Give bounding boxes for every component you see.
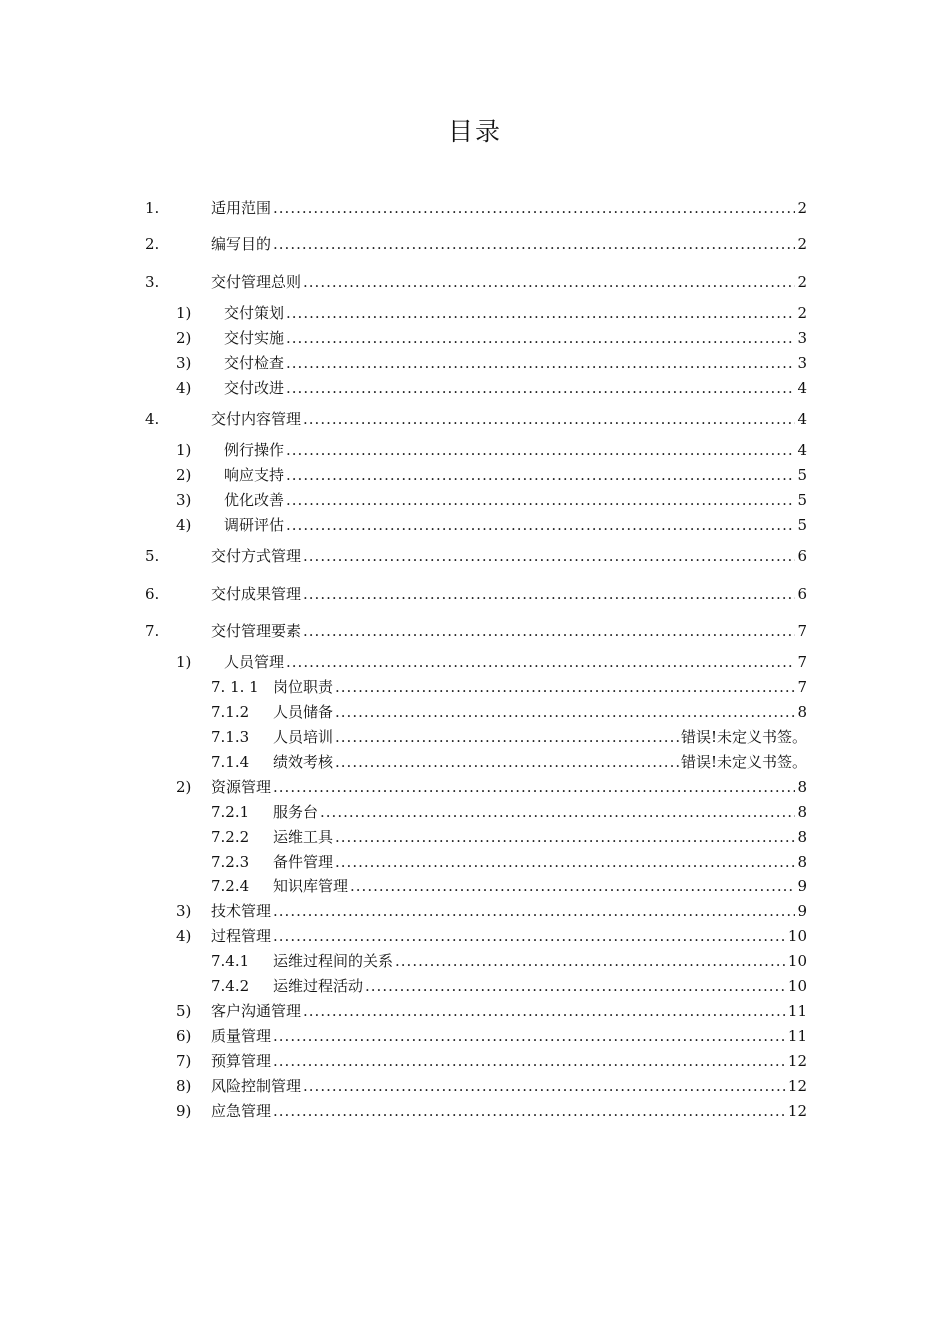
toc-entry-number: 7.1.2: [211, 703, 250, 721]
toc-entry-label: 备件管理: [273, 853, 334, 871]
toc-entry-label: 应急管理: [211, 1102, 272, 1120]
toc-entry-page: 5: [797, 466, 807, 484]
dot-leader: [286, 465, 795, 485]
toc-entry-page: 4: [797, 379, 807, 397]
toc-entry-label: 交付方式管理: [211, 547, 302, 565]
toc-entry-label: 交付管理总则: [211, 273, 302, 291]
toc-entry-label: 绩效考核: [273, 753, 334, 771]
toc-entry-page: 11: [787, 1027, 807, 1045]
toc-entry-page: 错误!未定义书签。: [680, 753, 807, 771]
toc-entry-label: 资源管理: [211, 778, 272, 796]
toc-entry-number: 1): [176, 304, 192, 322]
toc-entry-page: 11: [787, 1002, 807, 1020]
dot-leader: [303, 584, 795, 604]
toc-entry-label: 调研评估: [224, 516, 285, 534]
toc-entry-page: 错误!未定义书签。: [680, 728, 807, 746]
dot-leader: [303, 409, 795, 429]
toc-entry[interactable]: [176, 515, 807, 535]
toc-entry[interactable]: [211, 802, 807, 822]
dot-leader: [273, 234, 795, 254]
toc-entry-number: 3.: [145, 273, 160, 291]
toc-entry[interactable]: [176, 1001, 807, 1021]
toc-entry-page: 10: [787, 927, 807, 945]
toc-entry[interactable]: [176, 440, 807, 460]
toc-entry-page: 3: [797, 329, 807, 347]
dot-leader: [303, 1076, 786, 1096]
toc-entry[interactable]: [211, 852, 807, 872]
toc-entry-number: 6): [176, 1027, 192, 1045]
dot-leader: [350, 876, 795, 896]
toc-entry-page: 2: [797, 235, 807, 253]
dot-leader: [335, 827, 795, 847]
toc-entry-page: 6: [797, 547, 807, 565]
toc-entry-page: 12: [787, 1102, 807, 1120]
toc-entry-label: 人员管理: [224, 653, 285, 671]
toc-entry-label: 人员储备: [273, 703, 334, 721]
toc-entry-label: 优化改善: [224, 491, 285, 509]
toc-entry-label: 交付改进: [224, 379, 285, 397]
toc-entry[interactable]: [211, 752, 807, 772]
toc-entry-label: 预算管理: [211, 1052, 272, 1070]
toc-entry-number: 7.1.4: [211, 753, 250, 771]
dot-leader: [273, 198, 795, 218]
toc-entry-page: 10: [787, 952, 807, 970]
toc-entry[interactable]: [176, 926, 807, 946]
toc-entry-number: 7.4.1: [211, 952, 250, 970]
toc-entry[interactable]: [176, 378, 807, 398]
toc-entry-number: 7.2.2: [211, 828, 250, 846]
toc-entry-label: 服务台: [273, 803, 319, 821]
dot-leader: [335, 702, 795, 722]
dot-leader: [286, 515, 795, 535]
toc-entry-label: 编写目的: [211, 235, 272, 253]
dot-leader: [273, 1051, 786, 1071]
toc-entry-page: 2: [797, 273, 807, 291]
toc-entry-label: 交付检查: [224, 354, 285, 372]
toc-entry-label: 运维过程间的关系: [273, 952, 394, 970]
dot-leader: [286, 490, 795, 510]
dot-leader: [303, 272, 795, 292]
dot-leader: [286, 652, 795, 672]
toc-entry-label: 岗位职责: [273, 678, 334, 696]
toc-entry[interactable]: [176, 303, 807, 323]
toc-entry-page: 4: [797, 410, 807, 428]
dot-leader: [273, 901, 795, 921]
toc-entry-label: 运维过程活动: [273, 977, 364, 995]
toc-entry[interactable]: [176, 328, 807, 348]
dot-leader: [335, 677, 795, 697]
toc-entry-label: 风险控制管理: [211, 1077, 302, 1095]
toc-entry-label: 技术管理: [211, 902, 272, 920]
dot-leader: [273, 926, 786, 946]
toc-entry-page: 12: [787, 1077, 807, 1095]
toc-entry-number: 7. 1. 1: [211, 678, 259, 696]
toc-entry-page: 8: [797, 703, 807, 721]
dot-leader: [335, 852, 795, 872]
toc-entry-page: 9: [797, 902, 807, 920]
toc-entry-page: 7: [797, 622, 807, 640]
dot-leader: [273, 777, 795, 797]
toc-entry[interactable]: [176, 1026, 807, 1046]
toc-entry[interactable]: [211, 702, 807, 722]
dot-leader: [286, 378, 795, 398]
toc-entry[interactable]: [176, 901, 807, 921]
dot-leader: [335, 752, 679, 772]
dot-leader: [286, 353, 795, 373]
toc-entry-number: 7.2.1: [211, 803, 250, 821]
toc-entry-page: 7: [797, 653, 807, 671]
toc-entry[interactable]: [176, 465, 807, 485]
dot-leader: [286, 328, 795, 348]
toc-entry-number: 7.4.2: [211, 977, 250, 995]
toc-entry-label: 交付内容管理: [211, 410, 302, 428]
toc-entry[interactable]: [145, 234, 807, 254]
dot-leader: [286, 440, 795, 460]
toc-entry-label: 交付管理要素: [211, 622, 302, 640]
toc-entry-page: 2: [797, 199, 807, 217]
toc-entry-number: 1): [176, 653, 192, 671]
toc-entry[interactable]: [176, 1051, 807, 1071]
toc-entry-page: 6: [797, 585, 807, 603]
toc-entry-number: 5): [176, 1002, 192, 1020]
toc-entry[interactable]: [176, 652, 807, 672]
dot-leader: [273, 1101, 786, 1121]
toc-entry-label: 质量管理: [211, 1027, 272, 1045]
toc-entry-page: 3: [797, 354, 807, 372]
toc-entry[interactable]: [145, 409, 807, 429]
dot-leader: [273, 1026, 786, 1046]
toc-entry-label: 知识库管理: [273, 877, 349, 895]
toc-entry-number: 7.1.3: [211, 728, 250, 746]
toc-entry[interactable]: [211, 951, 807, 971]
toc-entry[interactable]: [176, 353, 807, 373]
toc-entry-label: 人员培训: [273, 728, 334, 746]
toc-entry[interactable]: [211, 827, 807, 847]
toc-entry[interactable]: [176, 777, 807, 797]
toc-entry-number: 2.: [145, 235, 160, 253]
toc-entry-label: 交付成果管理: [211, 585, 302, 603]
toc-entry-page: 2: [797, 304, 807, 322]
toc-entry-page: 10: [787, 977, 807, 995]
toc-entry-page: 8: [797, 828, 807, 846]
dot-leader: [303, 621, 795, 641]
dot-leader: [320, 802, 795, 822]
toc-entry-label: 适用范围: [211, 199, 272, 217]
toc-entry-label: 交付实施: [224, 329, 285, 347]
page-title: 目录: [447, 117, 502, 146]
toc-entry[interactable]: [145, 198, 807, 218]
toc-entry-number: 7.2.4: [211, 877, 250, 895]
toc-entry-number: 4): [176, 379, 192, 397]
dot-leader: [395, 951, 786, 971]
toc-entry[interactable]: [145, 272, 807, 292]
dot-leader: [365, 976, 786, 996]
toc-entry[interactable]: [145, 546, 807, 566]
toc-entry-page: 8: [797, 853, 807, 871]
toc-entry-number: 6.: [145, 585, 160, 603]
dot-leader: [303, 1001, 786, 1021]
toc-entry-number: 4.: [145, 410, 160, 428]
toc-entry-label: 响应支持: [224, 466, 285, 484]
toc-entry-number: 4): [176, 516, 192, 534]
toc-entry-label: 交付策划: [224, 304, 285, 322]
toc-entry-number: 2): [176, 778, 192, 796]
toc-entry-number: 5.: [145, 547, 160, 565]
toc-entry-page: 8: [797, 803, 807, 821]
toc-entry[interactable]: [145, 584, 807, 604]
toc-entry-number: 7.2.3: [211, 853, 250, 871]
toc-entry[interactable]: [176, 1101, 807, 1121]
toc-entry-page: 7: [797, 678, 807, 696]
toc-entry[interactable]: [211, 876, 807, 896]
toc-entry-number: 1.: [145, 199, 160, 217]
toc-entry-label: 例行操作: [224, 441, 285, 459]
toc-entry-number: 3): [176, 354, 192, 372]
toc-entry-label: 客户沟通管理: [211, 1002, 302, 1020]
dot-leader: [303, 546, 795, 566]
dot-leader: [286, 303, 795, 323]
toc-entry[interactable]: [211, 976, 807, 996]
dot-leader: [335, 727, 679, 747]
toc-entry[interactable]: [211, 677, 807, 697]
toc-entry-label: 运维工具: [273, 828, 334, 846]
toc-entry-page: 4: [797, 441, 807, 459]
toc-entry-page: 5: [797, 516, 807, 534]
toc-entry-page: 9: [797, 877, 807, 895]
toc-entry-label: 过程管理: [211, 927, 272, 945]
toc-entry[interactable]: [176, 1076, 807, 1096]
toc-entry-number: 2): [176, 466, 192, 484]
toc-entry-page: 8: [797, 778, 807, 796]
toc-entry[interactable]: [145, 621, 807, 641]
toc-entry-number: 3): [176, 491, 192, 509]
toc-entry-number: 7.: [145, 622, 160, 640]
toc-entry-number: 7): [176, 1052, 192, 1070]
toc-entry-number: 2): [176, 329, 192, 347]
toc-entry[interactable]: [211, 727, 807, 747]
toc-entry-page: 12: [787, 1052, 807, 1070]
toc-entry-page: 5: [797, 491, 807, 509]
toc-entry-number: 9): [176, 1102, 192, 1120]
toc-entry-number: 4): [176, 927, 192, 945]
toc-entry[interactable]: [176, 490, 807, 510]
toc-entry-number: 3): [176, 902, 192, 920]
toc-entry-number: 1): [176, 441, 192, 459]
toc-entry-number: 8): [176, 1077, 192, 1095]
